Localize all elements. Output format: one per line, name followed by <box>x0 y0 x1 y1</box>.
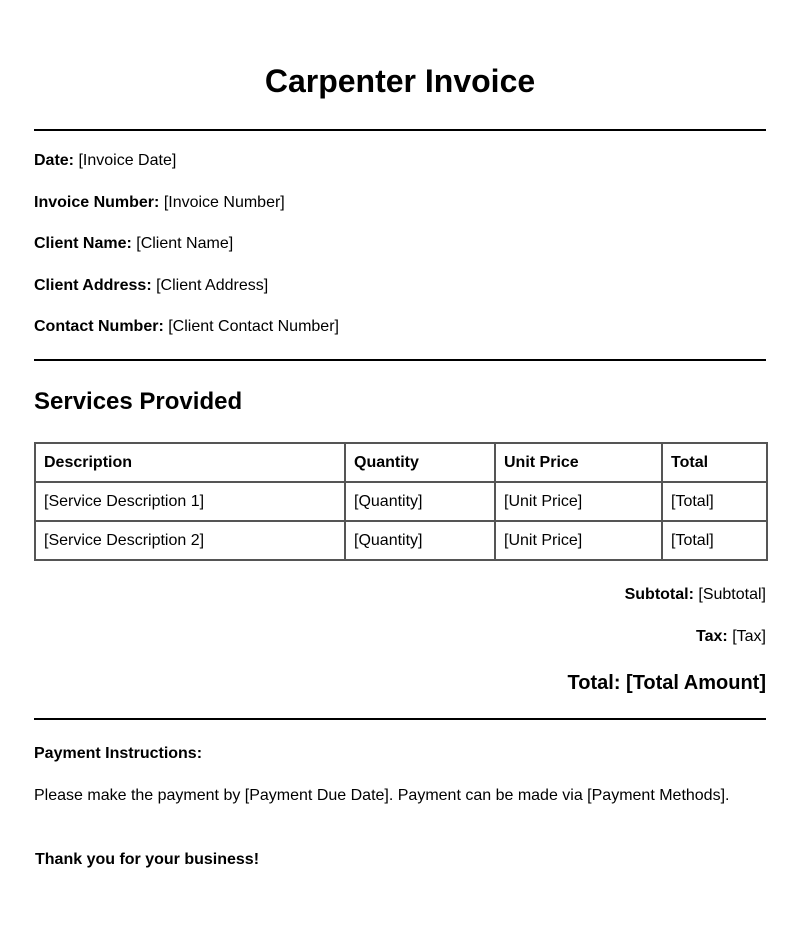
subtotal-label: Subtotal: <box>624 586 694 603</box>
divider-info <box>34 359 766 361</box>
info-label: Invoice Number: <box>34 193 160 211</box>
tax-label: Tax: <box>696 628 728 645</box>
services-table <box>34 442 768 561</box>
cell-quantity: [Quantity] <box>345 482 495 521</box>
tax-value: [Tax] <box>732 628 766 645</box>
payment-text: Please make the payment by [Payment Due Date]. Payment can be made via [Payment Methods]. <box>34 787 730 804</box>
payment-heading: Payment Instructions: <box>34 745 203 762</box>
column-header-total: Total <box>662 443 767 482</box>
invoice-info <box>34 151 766 337</box>
table-row <box>35 482 767 521</box>
services-heading: Services Provided <box>34 388 243 415</box>
divider-summary <box>34 718 766 720</box>
page-title: Carpenter Invoice <box>264 63 536 99</box>
column-header-unit-price: Unit Price <box>495 443 662 482</box>
column-header-quantity: Quantity <box>345 443 495 482</box>
info-row-client-address <box>34 276 766 296</box>
column-header-description: Description <box>35 443 345 482</box>
info-label: Client Name: <box>34 235 132 252</box>
cell-description: [Service Description 1] <box>35 482 345 521</box>
invoice-summary <box>34 585 766 695</box>
info-row-contact-number <box>34 317 766 337</box>
info-value: [Client Address] <box>156 276 269 294</box>
info-label: Contact Number: <box>34 318 164 335</box>
cell-unit-price: [Unit Price] <box>495 521 662 560</box>
info-value: [Client Name] <box>136 235 234 252</box>
info-value: [Invoice Date] <box>78 152 177 169</box>
table-header-row <box>35 443 767 482</box>
info-value: [Invoice Number] <box>163 193 285 211</box>
subtotal-row <box>34 585 766 605</box>
table-row <box>35 521 767 560</box>
info-row-date <box>34 151 766 171</box>
info-value: [Client Contact Number] <box>168 318 339 335</box>
cell-unit-price: [Unit Price] <box>495 482 662 521</box>
thank-you-note: Thank you for your business! <box>35 851 260 868</box>
tax-row <box>34 627 766 647</box>
subtotal-value: [Subtotal] <box>698 586 766 603</box>
cell-description: [Service Description 2] <box>35 521 345 560</box>
cell-total: [Total] <box>662 521 767 560</box>
total-amount: Total: [Total Amount] <box>567 672 766 694</box>
divider-header <box>34 129 766 131</box>
cell-total: [Total] <box>662 482 767 521</box>
cell-quantity: [Quantity] <box>345 521 495 560</box>
info-row-client-name <box>34 234 766 254</box>
info-label: Date: <box>34 152 75 169</box>
info-row-invoice-number <box>34 193 766 213</box>
info-label: Client Address: <box>34 276 152 294</box>
